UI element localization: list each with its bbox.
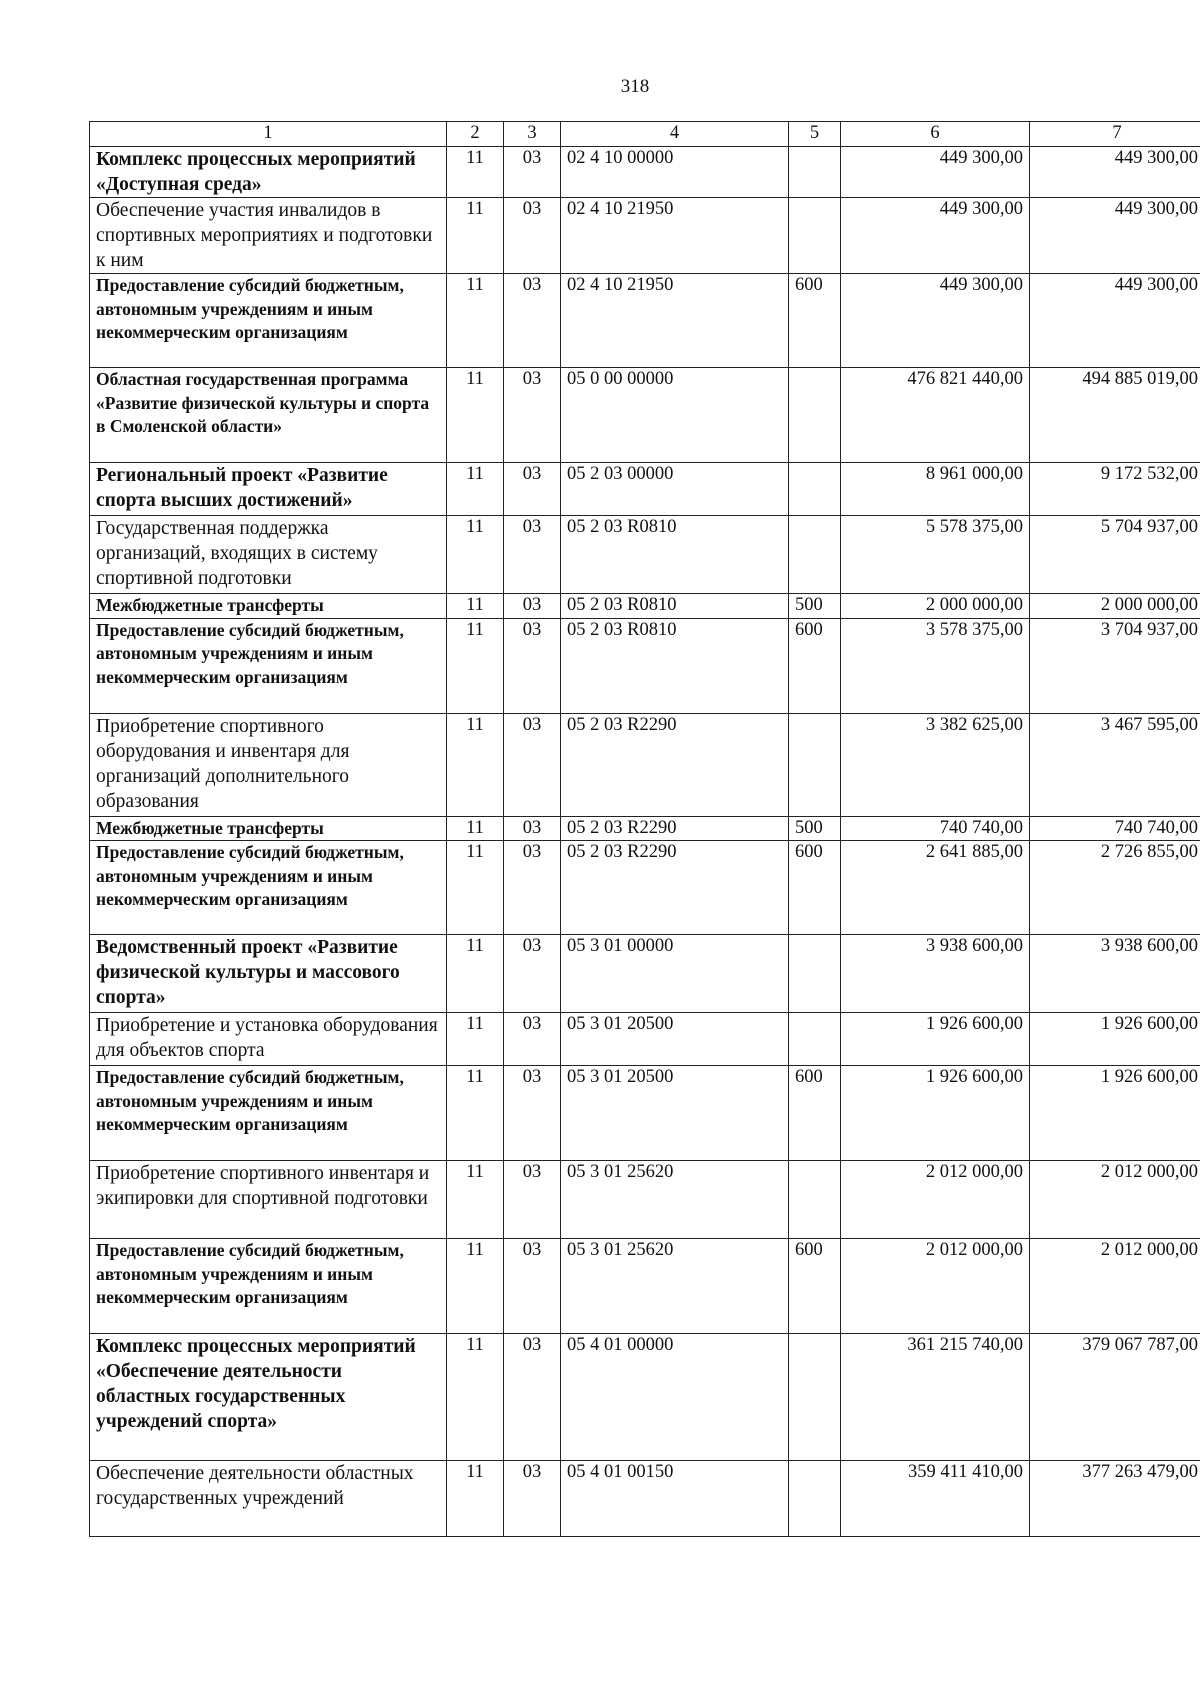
table-row bbox=[90, 198, 1200, 274]
row-amount-year-1: 3 938 600,00 bbox=[841, 935, 1030, 1013]
row-name: Региональный проект «Развитие спорта высших достижений» bbox=[90, 463, 447, 516]
row-expense-type bbox=[789, 1013, 841, 1066]
row-name: Комплекс процессных мероприятий «Обеспечение деятельности областных государственных учреждений спорта» bbox=[90, 1334, 447, 1461]
row-amount-year-2: 2 012 000,00 bbox=[1030, 1239, 1200, 1334]
row-expense-type: 500 bbox=[789, 816, 841, 841]
row-target-code: 05 2 03 R0810 bbox=[561, 516, 789, 594]
header-col-4: 4 bbox=[561, 122, 789, 147]
row-section: 11 bbox=[447, 1161, 504, 1239]
row-subsection: 03 bbox=[504, 594, 561, 619]
row-expense-type: 600 bbox=[789, 618, 841, 713]
row-amount-year-2: 2 726 855,00 bbox=[1030, 841, 1200, 935]
row-amount-year-2: 3 938 600,00 bbox=[1030, 935, 1200, 1013]
row-name: Предоставление субсидий бюджетным, автономным учреждениям и иным некоммерческим организациям bbox=[90, 618, 447, 713]
row-amount-year-2: 5 704 937,00 bbox=[1030, 516, 1200, 594]
row-amount-year-1: 2 012 000,00 bbox=[841, 1161, 1030, 1239]
row-amount-year-2: 3 467 595,00 bbox=[1030, 713, 1200, 816]
table-row bbox=[90, 1013, 1200, 1066]
row-target-code: 05 2 03 R0810 bbox=[561, 618, 789, 713]
row-section: 11 bbox=[447, 1239, 504, 1334]
row-amount-year-2: 449 300,00 bbox=[1030, 274, 1200, 368]
row-amount-year-2: 377 263 479,00 bbox=[1030, 1461, 1200, 1537]
header-col-2: 2 bbox=[447, 122, 504, 147]
row-name: Межбюджетные трансферты bbox=[90, 816, 447, 841]
row-name: Приобретение спортивного оборудования и инвентаря для организаций дополнительного образования bbox=[90, 713, 447, 816]
row-name: Комплекс процессных мероприятий «Доступная среда» bbox=[90, 147, 447, 198]
row-section: 11 bbox=[447, 1461, 504, 1537]
row-section: 11 bbox=[447, 1013, 504, 1066]
row-subsection: 03 bbox=[504, 1161, 561, 1239]
row-section: 11 bbox=[447, 1334, 504, 1461]
header-row bbox=[90, 122, 1200, 147]
row-name: Приобретение спортивного инвентаря и экипировки для спортивной подготовки bbox=[90, 1161, 447, 1239]
row-amount-year-1: 2 012 000,00 bbox=[841, 1239, 1030, 1334]
table-row bbox=[90, 816, 1200, 841]
row-subsection: 03 bbox=[504, 198, 561, 274]
row-target-code: 02 4 10 21950 bbox=[561, 198, 789, 274]
row-expense-type bbox=[789, 147, 841, 198]
row-amount-year-1: 476 821 440,00 bbox=[841, 368, 1030, 463]
row-target-code: 05 2 03 00000 bbox=[561, 463, 789, 516]
row-expense-type bbox=[789, 516, 841, 594]
row-name: Обеспечение деятельности областных государственных учреждений bbox=[90, 1461, 447, 1537]
row-amount-year-2: 494 885 019,00 bbox=[1030, 368, 1200, 463]
row-amount-year-1: 361 215 740,00 bbox=[841, 1334, 1030, 1461]
table-row bbox=[90, 1161, 1200, 1239]
row-subsection: 03 bbox=[504, 1334, 561, 1461]
row-target-code: 02 4 10 21950 bbox=[561, 274, 789, 368]
row-expense-type: 600 bbox=[789, 274, 841, 368]
row-amount-year-2: 740 740,00 bbox=[1030, 816, 1200, 841]
row-expense-type bbox=[789, 713, 841, 816]
row-subsection: 03 bbox=[504, 816, 561, 841]
row-amount-year-2: 379 067 787,00 bbox=[1030, 1334, 1200, 1461]
page-number: 318 bbox=[620, 76, 650, 97]
row-amount-year-1: 1 926 600,00 bbox=[841, 1013, 1030, 1066]
row-target-code: 05 3 01 25620 bbox=[561, 1161, 789, 1239]
row-expense-type: 600 bbox=[789, 841, 841, 935]
table-row bbox=[90, 1239, 1200, 1334]
row-amount-year-1: 359 411 410,00 bbox=[841, 1461, 1030, 1537]
table-row bbox=[90, 618, 1200, 713]
budget-table bbox=[89, 121, 1200, 1537]
row-amount-year-1: 3 578 375,00 bbox=[841, 618, 1030, 713]
row-subsection: 03 bbox=[504, 1239, 561, 1334]
row-section: 11 bbox=[447, 516, 504, 594]
table-row bbox=[90, 841, 1200, 935]
table-row bbox=[90, 1334, 1200, 1461]
header-col-3: 3 bbox=[504, 122, 561, 147]
table-row bbox=[90, 713, 1200, 816]
row-section: 11 bbox=[447, 935, 504, 1013]
row-amount-year-2: 2 000 000,00 bbox=[1030, 594, 1200, 619]
row-target-code: 05 2 03 R2290 bbox=[561, 713, 789, 816]
row-subsection: 03 bbox=[504, 368, 561, 463]
row-amount-year-1: 5 578 375,00 bbox=[841, 516, 1030, 594]
row-amount-year-2: 449 300,00 bbox=[1030, 147, 1200, 198]
row-amount-year-1: 740 740,00 bbox=[841, 816, 1030, 841]
row-amount-year-1: 2 641 885,00 bbox=[841, 841, 1030, 935]
row-target-code: 05 3 01 20500 bbox=[561, 1066, 789, 1161]
row-amount-year-2: 2 012 000,00 bbox=[1030, 1161, 1200, 1239]
row-amount-year-1: 3 382 625,00 bbox=[841, 713, 1030, 816]
header-col-6: 6 bbox=[841, 122, 1030, 147]
row-subsection: 03 bbox=[504, 147, 561, 198]
row-expense-type bbox=[789, 1461, 841, 1537]
table-row bbox=[90, 368, 1200, 463]
row-target-code: 05 2 03 R2290 bbox=[561, 816, 789, 841]
row-subsection: 03 bbox=[504, 935, 561, 1013]
row-amount-year-1: 2 000 000,00 bbox=[841, 594, 1030, 619]
row-section: 11 bbox=[447, 463, 504, 516]
row-name: Предоставление субсидий бюджетным, автономным учреждениям и иным некоммерческим организациям bbox=[90, 274, 447, 368]
row-amount-year-2: 9 172 532,00 bbox=[1030, 463, 1200, 516]
row-subsection: 03 bbox=[504, 1461, 561, 1537]
row-section: 11 bbox=[447, 147, 504, 198]
row-expense-type bbox=[789, 1334, 841, 1461]
row-expense-type bbox=[789, 368, 841, 463]
row-name: Обеспечение участия инвалидов в спортивных мероприятиях и подготовки к ним bbox=[90, 198, 447, 274]
row-subsection: 03 bbox=[504, 618, 561, 713]
row-target-code: 05 3 01 20500 bbox=[561, 1013, 789, 1066]
row-amount-year-2: 1 926 600,00 bbox=[1030, 1066, 1200, 1161]
row-expense-type bbox=[789, 198, 841, 274]
row-amount-year-1: 8 961 000,00 bbox=[841, 463, 1030, 516]
row-expense-type bbox=[789, 463, 841, 516]
row-name: Приобретение и установка оборудования для объектов спорта bbox=[90, 1013, 447, 1066]
row-section: 11 bbox=[447, 1066, 504, 1161]
row-expense-type: 600 bbox=[789, 1066, 841, 1161]
table-row bbox=[90, 1461, 1200, 1537]
row-section: 11 bbox=[447, 816, 504, 841]
row-subsection: 03 bbox=[504, 274, 561, 368]
row-amount-year-1: 449 300,00 bbox=[841, 198, 1030, 274]
row-amount-year-2: 1 926 600,00 bbox=[1030, 1013, 1200, 1066]
row-name: Областная государственная программа «Развитие физической культуры и спорта в Смоленской области» bbox=[90, 368, 447, 463]
row-target-code: 05 2 03 R2290 bbox=[561, 841, 789, 935]
row-target-code: 05 2 03 R0810 bbox=[561, 594, 789, 619]
row-name: Ведомственный проект «Развитие физической культуры и массового спорта» bbox=[90, 935, 447, 1013]
row-expense-type bbox=[789, 1161, 841, 1239]
table-row bbox=[90, 147, 1200, 198]
row-section: 11 bbox=[447, 618, 504, 713]
row-target-code: 05 4 01 00000 bbox=[561, 1334, 789, 1461]
row-subsection: 03 bbox=[504, 841, 561, 935]
row-name: Межбюджетные трансферты bbox=[90, 594, 447, 619]
row-subsection: 03 bbox=[504, 463, 561, 516]
row-expense-type: 500 bbox=[789, 594, 841, 619]
header-col-1: 1 bbox=[90, 122, 447, 147]
row-amount-year-2: 3 704 937,00 bbox=[1030, 618, 1200, 713]
row-amount-year-2: 449 300,00 bbox=[1030, 198, 1200, 274]
row-expense-type: 600 bbox=[789, 1239, 841, 1334]
row-expense-type bbox=[789, 935, 841, 1013]
row-amount-year-1: 449 300,00 bbox=[841, 274, 1030, 368]
row-name: Предоставление субсидий бюджетным, автономным учреждениям и иным некоммерческим организациям bbox=[90, 1066, 447, 1161]
header-col-5: 5 bbox=[789, 122, 841, 147]
row-target-code: 05 4 01 00150 bbox=[561, 1461, 789, 1537]
table-row bbox=[90, 463, 1200, 516]
row-section: 11 bbox=[447, 198, 504, 274]
row-section: 11 bbox=[447, 594, 504, 619]
row-subsection: 03 bbox=[504, 713, 561, 816]
row-target-code: 02 4 10 00000 bbox=[561, 147, 789, 198]
table-row bbox=[90, 935, 1200, 1013]
table-row bbox=[90, 516, 1200, 594]
row-target-code: 05 0 00 00000 bbox=[561, 368, 789, 463]
row-amount-year-1: 449 300,00 bbox=[841, 147, 1030, 198]
row-target-code: 05 3 01 25620 bbox=[561, 1239, 789, 1334]
row-subsection: 03 bbox=[504, 1066, 561, 1161]
header-col-7: 7 bbox=[1030, 122, 1200, 147]
row-amount-year-1: 1 926 600,00 bbox=[841, 1066, 1030, 1161]
table-row bbox=[90, 1066, 1200, 1161]
row-name: Предоставление субсидий бюджетным, автономным учреждениям и иным некоммерческим организациям bbox=[90, 841, 447, 935]
table-row bbox=[90, 594, 1200, 619]
table-row bbox=[90, 274, 1200, 368]
row-subsection: 03 bbox=[504, 516, 561, 594]
row-name: Государственная поддержка организаций, входящих в систему спортивной подготовки bbox=[90, 516, 447, 594]
row-section: 11 bbox=[447, 713, 504, 816]
row-name: Предоставление субсидий бюджетным, автономным учреждениям и иным некоммерческим организациям bbox=[90, 1239, 447, 1334]
row-subsection: 03 bbox=[504, 1013, 561, 1066]
row-section: 11 bbox=[447, 841, 504, 935]
row-section: 11 bbox=[447, 274, 504, 368]
row-section: 11 bbox=[447, 368, 504, 463]
row-target-code: 05 3 01 00000 bbox=[561, 935, 789, 1013]
